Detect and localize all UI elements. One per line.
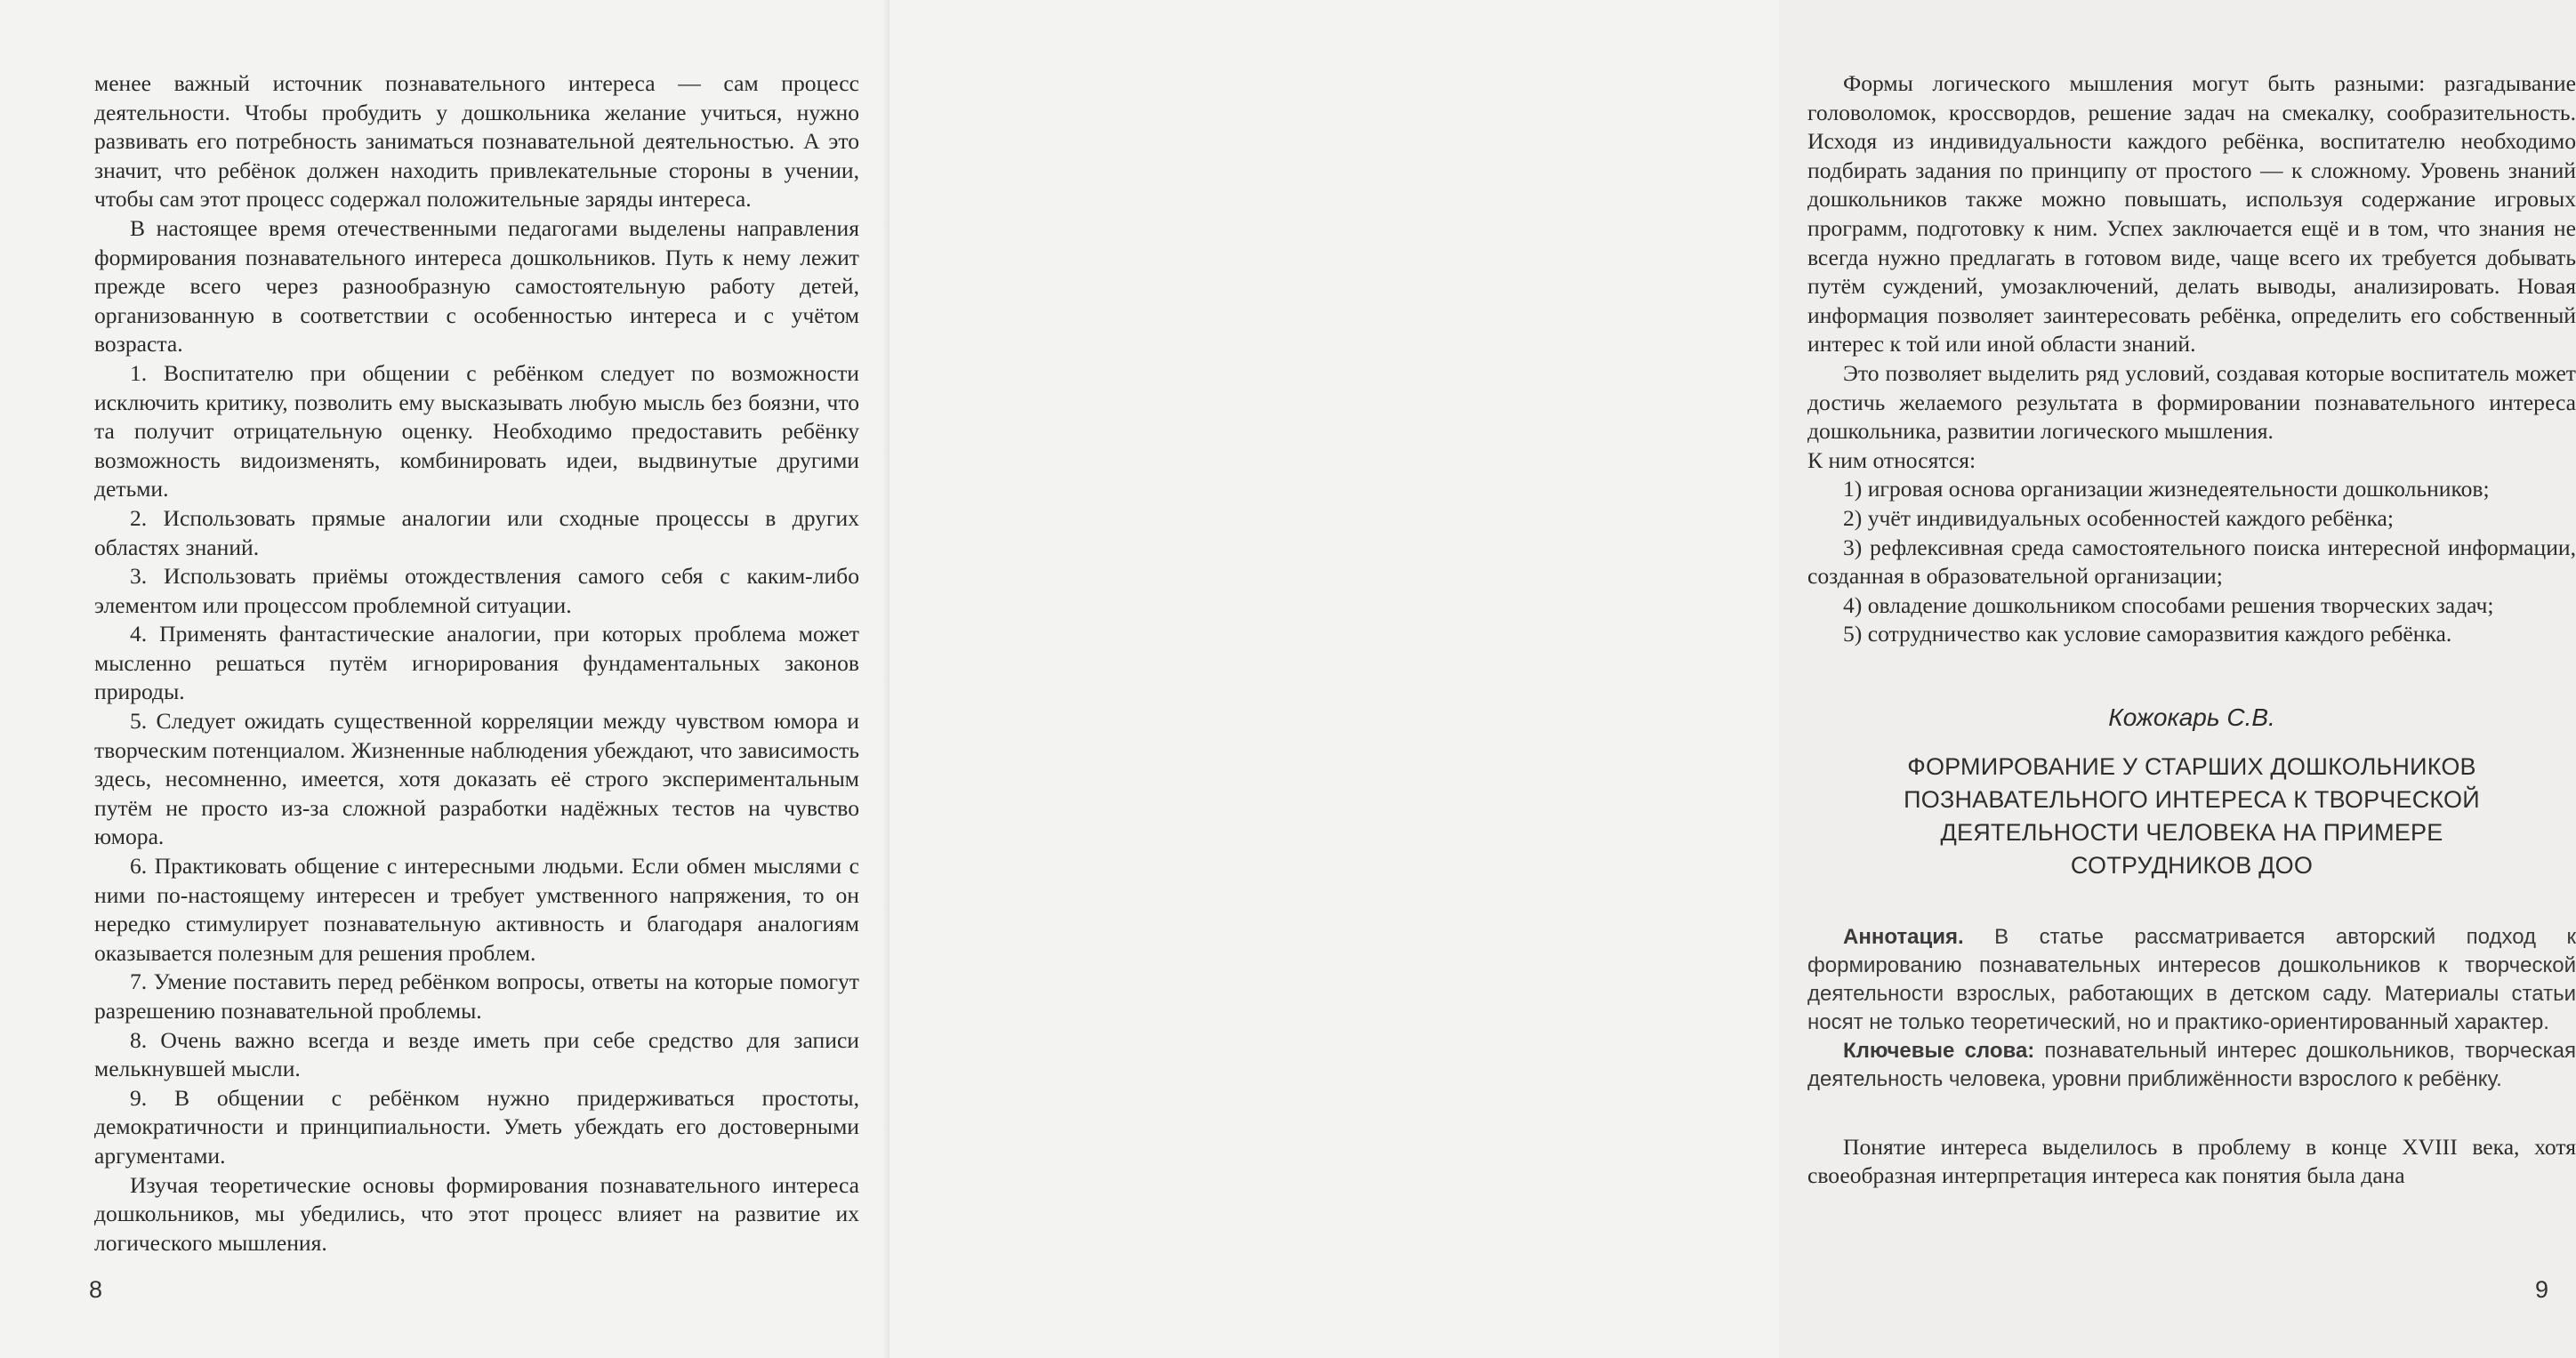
left-page	[0, 0, 890, 1358]
right-paragraph-2	[1807, 359, 2576, 475]
list-item: 2. Использовать прямые аналогии или сходные процессы в других областях знаний.	[94, 504, 859, 560]
list-item: 4. Применять фантастические аналогии, при которых проблема может мысленно решаться путём игнорирования фундаментальных законов природы.	[94, 621, 859, 705]
right-paragraph-2-tail: К ним относятся:	[1807, 446, 1976, 473]
list-item: 6. Практиковать общение с интересными людьми. Если обмен мыслями с ними по-настоящему интересен и требует умственного напряжения, то он нередко стимулирует познавательную активность и благодаря аналогиям оказывается полезным для решения проблем.	[94, 853, 859, 966]
left-paragraph-2: В настоящее время отечественными педагогами выделены направления формирования познавательного интереса дошкольников. Путь к нему лежит прежде всего через разнообразную самостоятельную работу детей, организованную в соответствии с особенностью интереса и с учётом возраста.	[94, 214, 859, 358]
list-item: 3. Использовать приёмы отождествления самого себя с каким-либо элементом или процессом проблемной ситуации.	[94, 563, 859, 618]
page-number-right: 9	[2535, 1276, 2549, 1303]
list-item: 1. Воспитателю при общении с ребёнком следует по возможности исключить критику, позволить ему высказывать любую мысль без боязни, что та получит отрицательную оценку. Необходимо предоставить ребёнку возможность видоизменять, комбинировать идеи, выдвинутые другими детьми.	[94, 359, 859, 502]
list-item: 7. Умение поставить перед ребёнком вопросы, ответы на которые помогут разрешению познавательной проблемы.	[94, 968, 859, 1024]
list-item: 1) игровая основа организации жизнедеятельности дошкольников;	[1843, 476, 2490, 502]
keywords-text: познавательный интерес дошкольников, творческая деятельность человека, уровни приближённости взрослого к ребёнку.	[1807, 1038, 2576, 1091]
list-item: 4) овладение дошкольником способами решения творческих задач;	[1843, 591, 2494, 618]
article-title-line: ФОРМИРОВАНИЕ У СТАРШИХ ДОШКОЛЬНИКОВ	[1907, 752, 2476, 780]
recommendations-list	[94, 359, 859, 1171]
list-item: 8. Очень важно всегда и везде иметь при себе средство для записи мелькнувшей мысли.	[94, 1026, 859, 1082]
article-author: Кожокарь С.В.	[2108, 703, 2275, 731]
annotation-text: В статье рассматривается авторский подход к формированию познавательных интересов дошкольников к творческой деятельности взрослых, работающих в детском саду. Материалы статьи носят не только теоретический, но и практико-ориентированный характер.	[1807, 924, 2576, 1034]
right-page	[890, 0, 2576, 1358]
article-title-line: ДЕЯТЕЛЬНОСТИ ЧЕЛОВЕКА НА ПРИМЕРЕ	[1940, 818, 2443, 846]
annotation-label: Аннотация.	[1843, 924, 1964, 949]
keywords-label: Ключевые слова:	[1843, 1038, 2035, 1063]
list-item: 3) рефлексивная среда самостоятельного поиска интересной информации, созданная в образовательной организации;	[1807, 534, 2576, 590]
list-item: 5. Следует ожидать существенной корреляции между чувством юмора и творческим потенциалом. Жизненные наблюдения убеждают, что зависимость здесь, несомненно, имеется, хотя доказать её строго экспериментальным путём не просто из-за сложной разработки надёжных тестов на чувство юмора.	[94, 708, 859, 850]
left-closing-paragraph: Изучая теоретические основы формирования познавательного интереса дошкольников, мы убедились, что этот процесс влияет на развитие их логического мышления.	[94, 1171, 859, 1256]
right-column	[1807, 69, 2576, 1191]
left-intro-paragraph: менее важный источник познавательного интереса — сам процесс деятельности. Чтобы пробудить у дошкольника желание учиться, нужно развивать его потребность заниматься познавательной деятельностью. А это значит, что ребёнок должен находить привлекательные стороны в учении, чтобы сам этот процесс содержал положительные заряды интереса.	[94, 70, 859, 213]
left-column	[94, 69, 859, 1258]
article-title-line: ПОЗНАВАТЕЛЬНОГО ИНТЕРЕСА К ТВОРЧЕСКОЙ	[1904, 785, 2480, 813]
right-paragraph-1: Формы логического мышления могут быть разными: разгадывание головоломок, кроссвордов, решение задач на смекалку, сообразительность. Исходя из индивидуальности каждого ребёнка, воспитателю необходимо подбирать задания по принципу от простого — к сложному. Уровень знаний дошкольников также можно повышать, используя содержание игровых программ, подготовку к ним. Успех заключается ещё и в том, что знания не всегда нужно предлагать в готовом виде, чаще всего их требуется добывать путём суждений, умозаключений, делать выводы, анализировать. Новая информация позволяет заинтересовать ребёнка, определить его собственный интерес к той или иной области знаний.	[1807, 70, 2576, 358]
annotation	[1807, 923, 2576, 1037]
page-number-left: 8	[89, 1276, 103, 1303]
list-item: 5) сотрудничество как условие саморазвития каждого ребёнка.	[1843, 621, 2452, 647]
list-item: 2) учёт индивидуальных особенностей каждого ребёнка;	[1843, 504, 2394, 531]
right-paragraph-2-text: Это позволяет выделить ряд условий, создавая которые воспитатель может достичь желаемого результата в формировании познавательного интереса дошкольника, развитии логического мышления.	[1807, 359, 2576, 445]
conditions-list	[1807, 475, 2576, 649]
article-title	[1807, 751, 2576, 882]
article-body-start: Понятие интереса выделилось в проблему в конце XVIII века, хотя своеобразная интерпретация интереса как понятия была дана	[1807, 1133, 2576, 1189]
keywords	[1807, 1037, 2576, 1094]
article-title-line: СОТРУДНИКОВ ДОО	[2070, 851, 2314, 879]
list-item: 9. В общении с ребёнком нужно придерживаться простоты, демократичности и принципиальности. Уметь убеждать его достоверными аргументами.	[94, 1084, 859, 1169]
